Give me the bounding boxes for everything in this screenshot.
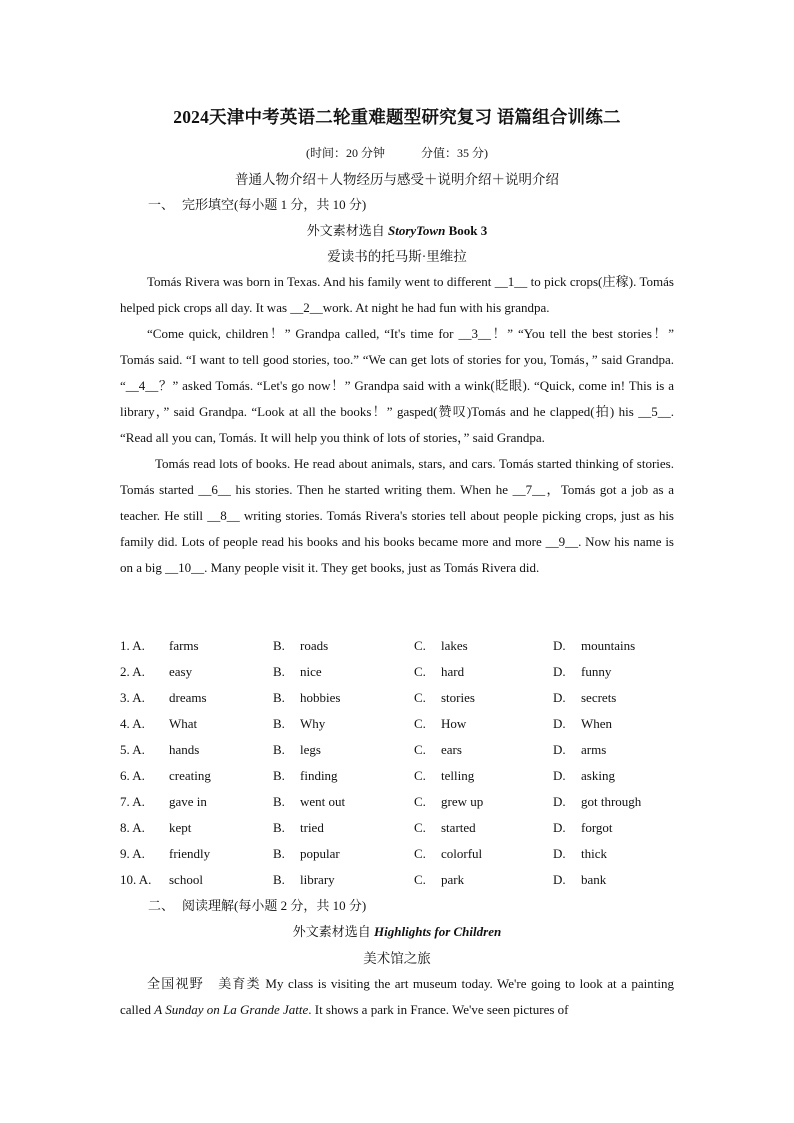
option-letter: C. [414, 690, 426, 705]
option-letter: D. [553, 742, 566, 757]
option-c: telling [441, 768, 475, 783]
answer-blank: __5__ [638, 404, 671, 419]
source-title: StoryTown [388, 223, 446, 238]
option-row [120, 789, 680, 815]
passage-text: Tomás Rivera was born in Texas. And his family went to different [147, 274, 495, 289]
option-d: got through [581, 794, 642, 809]
option-a: school [169, 872, 203, 887]
option-letter: B. [273, 690, 285, 705]
cloze-passage [120, 269, 674, 581]
option-letter: C. [414, 638, 426, 653]
option-row [120, 737, 680, 763]
passage-text: . “Read all you can, Tomás. It will help you think of lots of stories，” said Grandpa. [120, 404, 674, 445]
option-d: bank [581, 872, 607, 887]
answer-blank: __1__ [494, 274, 528, 289]
paragraph [120, 269, 674, 321]
option-letter: D. [553, 794, 566, 809]
option-d: When [581, 716, 613, 731]
section-number: 一、 [148, 197, 175, 212]
option-a: creating [169, 768, 211, 783]
source-title: Highlights for Children [374, 924, 502, 939]
answer-blank: __8__ [207, 508, 240, 523]
option-row [120, 763, 680, 789]
option-a: gave in [169, 794, 207, 809]
option-b: went out [300, 794, 346, 809]
question-number: 7. A. [120, 794, 145, 809]
passage-text: “Come quick, children！” Grandpa called, “It's time for [147, 326, 459, 341]
option-c: ears [441, 742, 462, 757]
option-letter: B. [273, 794, 285, 809]
option-letter: D. [553, 690, 566, 705]
option-letter: B. [273, 742, 285, 757]
option-letter: D. [553, 820, 566, 835]
option-letter: D. [553, 768, 566, 783]
option-row [120, 867, 680, 893]
option-a: friendly [169, 846, 211, 861]
passage-title: 爱读书的托马斯·里维拉 [327, 249, 467, 264]
answer-blank: __3__ [458, 326, 491, 341]
option-letter: C. [414, 872, 426, 887]
paragraph: 全国视野 美育类 My class is visiting the art museum today. We're going to look at a painting called A Sunday on La Grande Jatte. It shows a park in France. We've seen pictures of [120, 976, 675, 1017]
option-a: kept [169, 820, 192, 835]
answer-blank: __7__ [512, 482, 546, 497]
option-a: What [169, 716, 198, 731]
option-d: secrets [581, 690, 617, 705]
option-a: farms [169, 638, 199, 653]
paragraph [120, 451, 674, 581]
option-d: forgot [581, 820, 613, 835]
option-b: library [300, 872, 335, 887]
passage-text: work. At night he had fun with his grandpa. [322, 300, 550, 315]
question-number: 3. A. [120, 690, 145, 705]
section-number: 二、 [148, 898, 175, 913]
source-line: 外文素材选自 StoryTown Book 3 [306, 223, 488, 238]
options-list [120, 633, 680, 893]
option-b: legs [300, 742, 321, 757]
passage-text: . Now his name is on a big [120, 534, 674, 575]
page-title: 2024天津中考英语二轮重难题型研究复习 语篇组合训练二 [173, 107, 621, 127]
passage-text: ！” “You tell the best stories！” Tomás said. “I want to tell good stories, too.” “We can get lots of stories for you, Tomás，” said Grandpa. “ [120, 326, 674, 393]
option-letter: D. [553, 872, 566, 887]
option-row [120, 815, 680, 841]
option-letter: C. [414, 794, 426, 809]
passage-text: ，Tomás got a job as a teacher. He still [120, 482, 674, 523]
option-b: Why [300, 716, 326, 731]
option-letter: C. [414, 664, 426, 679]
option-letter: B. [273, 768, 285, 783]
option-letter: B. [273, 820, 285, 835]
passage-text: to pick crops(庄稼). Tomás helped pick crops all day. It was [120, 274, 674, 315]
option-letter: B. [273, 872, 285, 887]
option-letter: B. [273, 638, 285, 653]
option-b: nice [300, 664, 322, 679]
option-letter: B. [273, 716, 285, 731]
question-number: 10. A. [120, 872, 152, 887]
option-a: dreams [169, 690, 207, 705]
question-number: 1. A. [120, 638, 145, 653]
option-a: hands [169, 742, 200, 757]
option-c: How [441, 716, 467, 731]
option-row [120, 841, 680, 867]
section-heading-reading [148, 895, 366, 914]
option-letter: D. [553, 846, 566, 861]
section-label: 阅读理解(每小题 2 分，共 10 分) [182, 898, 367, 913]
option-letter: C. [414, 716, 426, 731]
option-c: started [441, 820, 476, 835]
question-number: 8. A. [120, 820, 145, 835]
reading-passage [120, 971, 674, 1023]
passage-title: 美术馆之旅 [363, 951, 431, 966]
option-c: park [441, 872, 465, 887]
source-line: 外文素材选自 Highlights for Children [292, 924, 502, 939]
exam-info [0, 144, 794, 161]
option-d: asking [581, 768, 615, 783]
option-letter: D. [553, 716, 566, 731]
option-row [120, 685, 680, 711]
option-d: funny [581, 664, 612, 679]
option-letter: D. [553, 664, 566, 679]
option-b: tried [300, 820, 324, 835]
option-row [120, 659, 680, 685]
option-c: stories [441, 690, 475, 705]
option-letter: B. [273, 664, 285, 679]
option-letter: C. [414, 846, 426, 861]
option-row [120, 633, 680, 659]
question-number: 6. A. [120, 768, 145, 783]
option-d: thick [581, 846, 607, 861]
option-letter: B. [273, 846, 285, 861]
question-number: 5. A. [120, 742, 145, 757]
option-b: popular [300, 846, 340, 861]
section-label: 完形填空(每小题 1 分，共 10 分) [182, 197, 367, 212]
question-number: 2. A. [120, 664, 145, 679]
answer-blank: __4__ [125, 378, 159, 393]
passage-text: . Many people visit it. They get books, just as Tomás Rivera did. [204, 560, 540, 575]
passage-text: ？” asked Tomás. “Let's go now！” Grandpa said with a wink(眨眼). “Quick, come in! This is a library，” said Grandpa. “Look at all the books！” gasped(赞叹)Tomás and he clapped(拍) his [120, 378, 674, 419]
option-c: grew up [441, 794, 484, 809]
passage-text: his stories. Then he started writing them. When he [230, 482, 513, 497]
time-limit: (时间：20 分钟 [306, 146, 385, 160]
passage-text: writing stories. Tomás Rivera's stories tell about people picking crops, just as his family did. Lots of people read his books and his books became more and more [120, 508, 674, 549]
section-heading-cloze [148, 194, 366, 213]
genre-line: 普通人物介绍＋人物经历与感受＋说明介绍＋说明介绍 [235, 172, 559, 187]
option-a: easy [169, 664, 193, 679]
option-letter: C. [414, 820, 426, 835]
total-score: 分值：35 分) [421, 146, 488, 160]
passage-text: Tomás read lots of books. He read about animals, stars, and cars. Tomás started thinking of stories. Tomás started [120, 456, 674, 497]
option-c: hard [441, 664, 465, 679]
option-letter: D. [553, 638, 566, 653]
option-b: hobbies [300, 690, 341, 705]
answer-blank: __10__ [165, 560, 205, 575]
question-number: 9. A. [120, 846, 145, 861]
answer-blank: __9__ [545, 534, 579, 549]
answer-blank: __2__ [290, 300, 323, 315]
option-d: arms [581, 742, 607, 757]
option-d: mountains [581, 638, 636, 653]
option-c: colorful [441, 846, 483, 861]
paragraph [120, 321, 674, 451]
question-number: 4. A. [120, 716, 145, 731]
option-row [120, 711, 680, 737]
option-b: finding [300, 768, 338, 783]
option-c: lakes [441, 638, 468, 653]
option-b: roads [300, 638, 329, 653]
answer-blank: __6__ [198, 482, 231, 497]
option-letter: C. [414, 742, 426, 757]
option-letter: C. [414, 768, 426, 783]
